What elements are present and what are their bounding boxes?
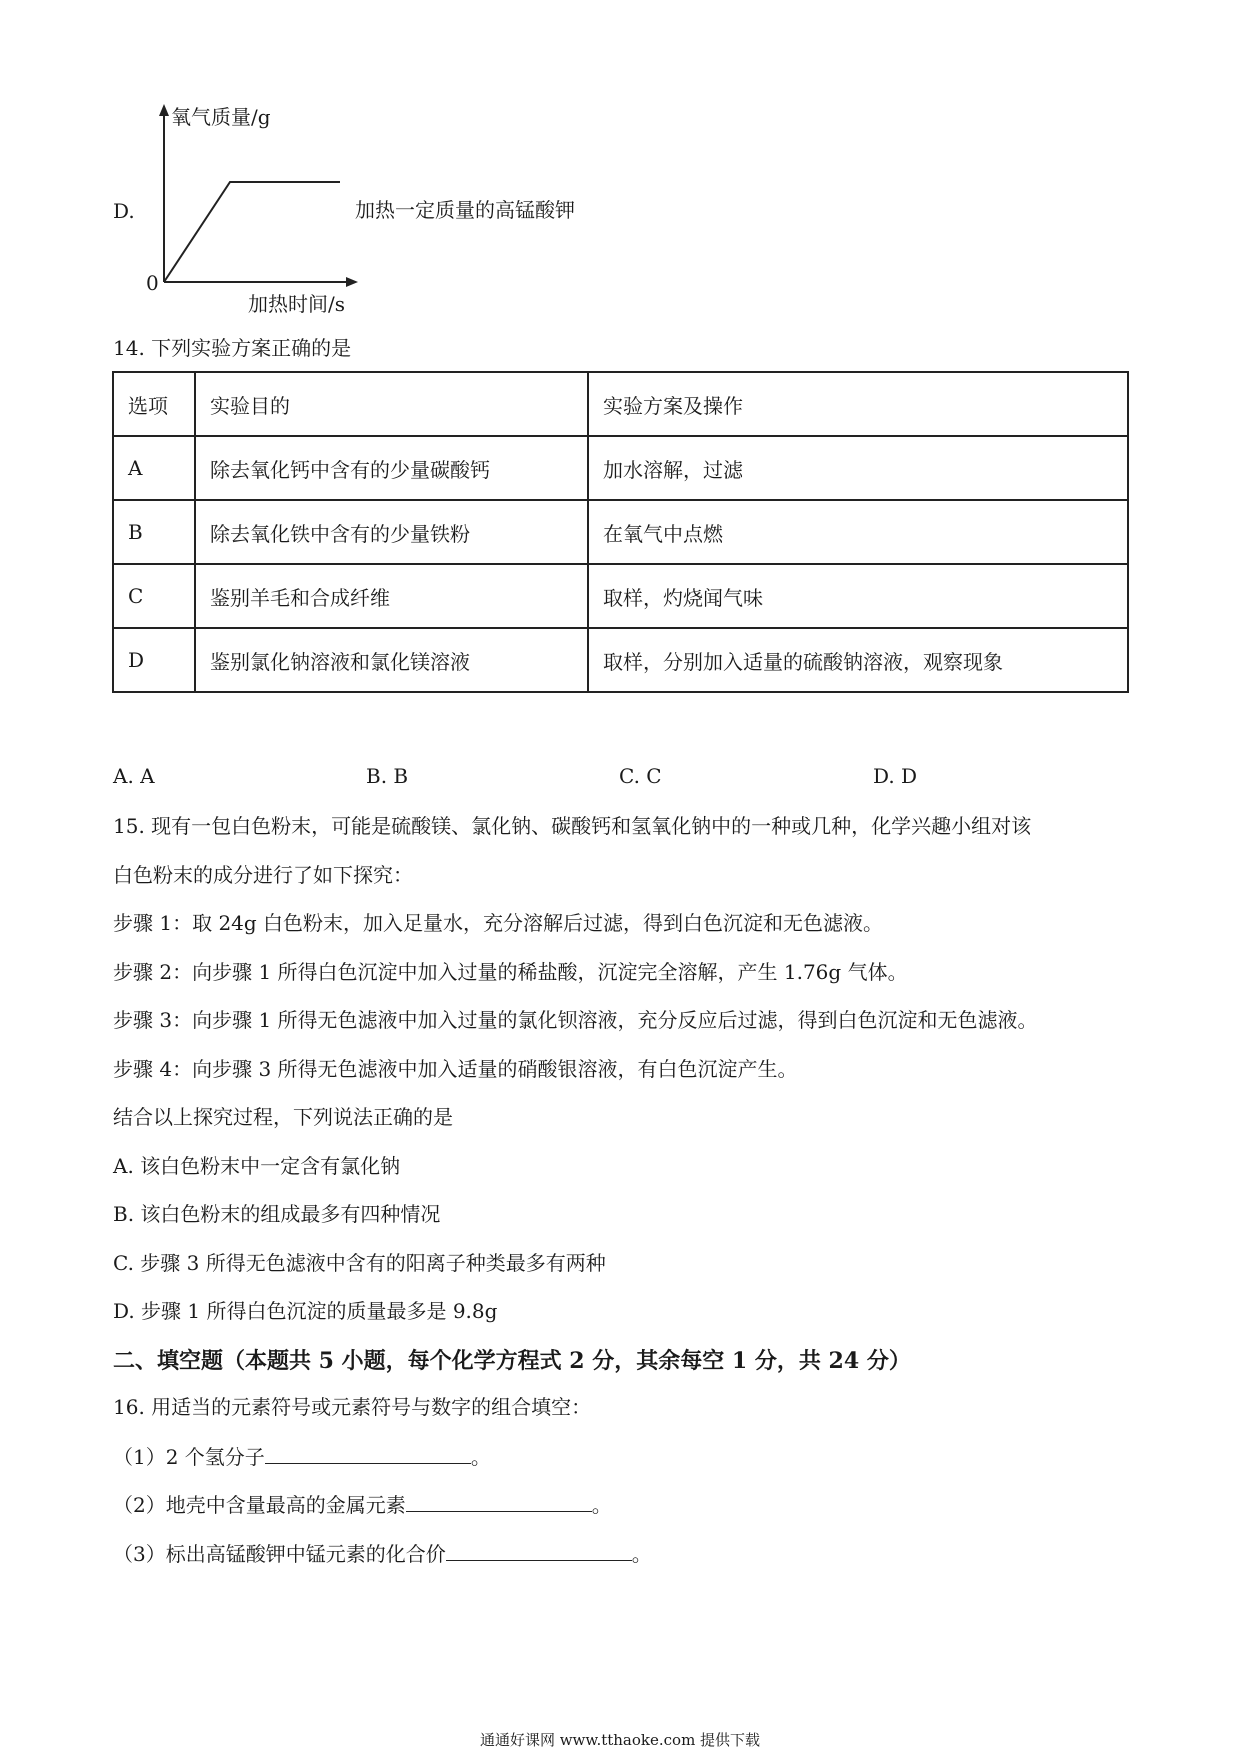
experiment-table	[112, 371, 1129, 693]
table-cell: 在氧气中点燃	[588, 500, 1128, 564]
q15-step2: 步骤 2：向步骤 1 所得白色沉淀中加入过量的稀盐酸，沉淀完全溶解，产生 1.76g 气体。	[113, 960, 908, 984]
table-cell: 除去氧化铁中含有的少量铁粉	[195, 500, 588, 564]
q14-stem: 14. 下列实验方案正确的是	[113, 336, 352, 360]
table-row	[113, 500, 1128, 564]
table-row	[113, 564, 1128, 628]
graph-caption: 加热一定质量的高锰酸钾	[355, 198, 575, 222]
table-cell: A	[113, 436, 195, 500]
q16-stem: 16. 用适当的元素符号或元素符号与数字的组合填空：	[113, 1395, 592, 1419]
table-cell: 加水溶解，过滤	[588, 436, 1128, 500]
q14-option-a: A. A	[113, 764, 155, 788]
header-cell: 实验方案及操作	[588, 372, 1128, 436]
section-title: 二、填空题（本题共 5 小题，每个化学方程式 2 分，其余每空 1 分，共 24 分）	[113, 1348, 911, 1374]
end-mark: 。	[591, 1493, 612, 1517]
q15-option-a: A. 该白色粉末中一定含有氯化钠	[113, 1154, 401, 1178]
end-mark: 。	[470, 1445, 491, 1469]
q14-option-c: C. C	[619, 764, 662, 788]
q16-item2-text: （2）地壳中含量最高的金属元素	[113, 1493, 406, 1517]
q16-item3	[113, 1540, 652, 1567]
q14-option-b: B. B	[366, 764, 409, 788]
q15-question: 结合以上探究过程，下列说法正确的是	[113, 1105, 453, 1129]
table-header-row	[113, 372, 1128, 436]
q15-stem-line2: 白色粉末的成分进行了如下探究：	[113, 863, 413, 887]
q16-item1-text: （1）2 个氢分子	[113, 1445, 265, 1469]
q15-step3: 步骤 3：向步骤 1 所得无色滤液中加入过量的氯化钡溶液，充分反应后过滤，得到白色沉淀和无色滤液。	[113, 1008, 1038, 1032]
q16-item2	[113, 1491, 612, 1518]
q14-option-d: D. D	[873, 764, 918, 788]
answer-blank[interactable]	[265, 1443, 471, 1464]
q15-option-b: B. 该白色粉末的组成最多有四种情况	[113, 1202, 441, 1226]
origin-label: 0	[146, 271, 159, 295]
table-cell: D	[113, 628, 195, 692]
table-cell: 取样，分别加入适量的硫酸钠溶液，观察现象	[588, 628, 1128, 692]
table-row	[113, 436, 1128, 500]
q15-option-c: C. 步骤 3 所得无色滤液中含有的阳离子种类最多有两种	[113, 1251, 606, 1275]
table-cell: 鉴别氯化钠溶液和氯化镁溶液	[195, 628, 588, 692]
q15-option-d: D. 步骤 1 所得白色沉淀的质量最多是 9.8g	[113, 1299, 498, 1323]
header-cell: 选项	[113, 372, 195, 436]
end-mark: 。	[631, 1542, 652, 1566]
header-cell: 实验目的	[195, 372, 588, 436]
option-d-label: D.	[113, 199, 135, 223]
table-cell: B	[113, 500, 195, 564]
q16-item3-text: （3）标出高锰酸钾中锰元素的化合价	[113, 1542, 446, 1566]
q15-stem-line1: 15. 现有一包白色粉末，可能是硫酸镁、氯化钠、碳酸钙和氢氧化钠中的一种或几种，化学兴趣小组对该	[113, 814, 1032, 838]
q15-step1: 步骤 1：取 24g 白色粉末，加入足量水，充分溶解后过滤，得到白色沉淀和无色滤液。	[113, 911, 884, 935]
y-axis-label: 氧气质量/g	[171, 105, 271, 129]
table-cell: 鉴别羊毛和合成纤维	[195, 564, 588, 628]
answer-blank[interactable]	[406, 1491, 592, 1512]
table-row	[113, 628, 1128, 692]
x-axis-label: 加热时间/s	[248, 292, 346, 316]
footer-credit: 通通好课网 www.tthaoke.com 提供下载	[479, 1731, 761, 1749]
q15-step4: 步骤 4：向步骤 3 所得无色滤液中加入适量的硝酸银溶液，有白色沉淀产生。	[113, 1057, 798, 1081]
q16-item1	[113, 1443, 491, 1470]
table-cell: 取样，灼烧闻气味	[588, 564, 1128, 628]
answer-blank[interactable]	[446, 1540, 632, 1561]
table-cell: C	[113, 564, 195, 628]
table-cell: 除去氧化钙中含有的少量碳酸钙	[195, 436, 588, 500]
